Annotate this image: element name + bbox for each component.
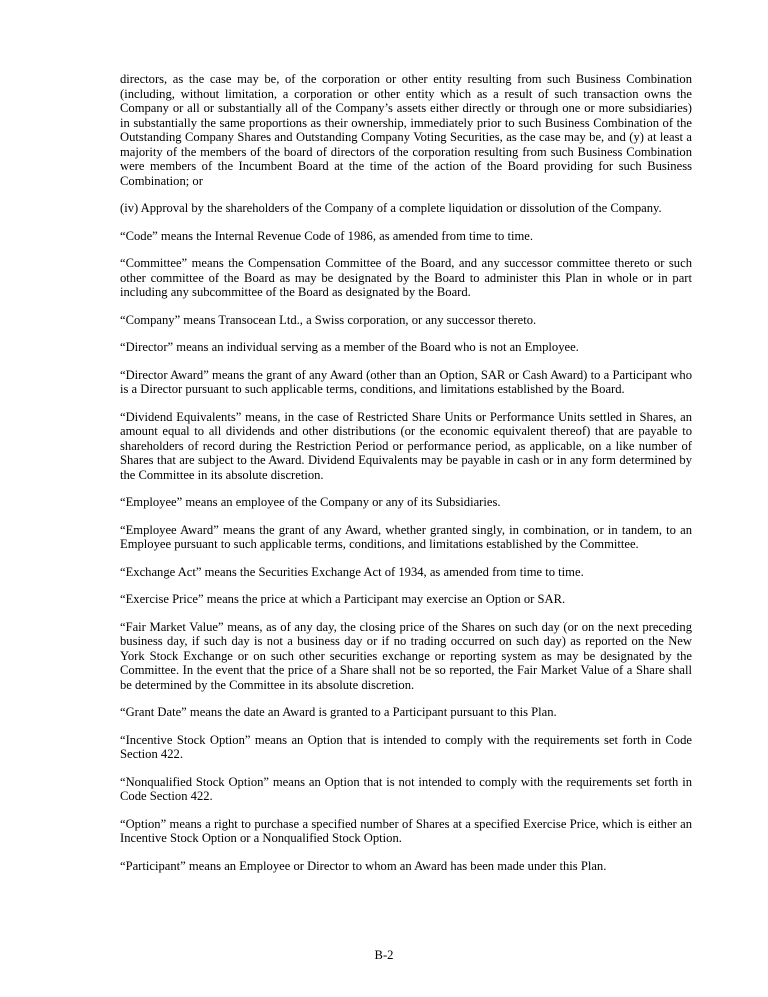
definition-exchange-act: “Exchange Act” means the Securities Exchange Act of 1934, as amended from time to time. (120, 564, 584, 579)
definition-code: “Code” means the Internal Revenue Code of 1986, as amended from time to time. (120, 228, 534, 243)
definition-employee: “Employee” means an employee of the Company or any of its Subsidiaries. (120, 495, 501, 509)
definition-exercise-price: “Exercise Price” means the price at which a Participant may exercise an Option or SAR. (120, 592, 566, 606)
paragraph-liquidation-approval: (iv) Approval by the shareholders of the Company of a complete liquidation or dissolution of the Company. (120, 201, 662, 215)
definition-director-award: “Director Award” means the grant of any Award (other than an Option, SAR or Cash Award) to a Participant who is a Director pursuant to such applicable terms, conditions, and limitations established by the Board. (120, 367, 692, 396)
definition-director: “Director” means an individual serving as a member of the Board who is not an Employee. (120, 340, 579, 354)
definition-committee: “Committee” means the Compensation Committee of the Board, and any successor committee thereto or such other committee of the Board as may be designated by the Board to administer this Plan in whole or in part including any subcommittee of the Board as designated by the Board. (120, 256, 692, 299)
definition-company: “Company” means Transocean Ltd., a Swiss corporation, or any successor thereto. (120, 312, 537, 327)
definition-participant: “Participant” means an Employee or Director to whom an Award has been made under this Plan. (120, 858, 607, 873)
definition-employee-award: “Employee Award” means the grant of any Award, whether granted singly, in combination, or in tandem, to an Employee pursuant to such applicable terms, conditions, and limitations established by the Committee. (120, 522, 692, 551)
definition-dividend-equivalents: “Dividend Equivalents” means, in the case of Restricted Share Units or Performance Units settled in Shares, an amount equal to all dividends and other distributions (or the economic equivalent thereof) that are payable to shareholders of record during the Restriction Period or performance period, as applicable, on a like number of Shares that are subject to the Award. Dividend Equivalents may be payable in cash or in any form determined by the Committee in its absolute discretion. (120, 409, 692, 482)
paragraph-business-combination-continuation: directors, as the case may be, of the corporation or other entity resulting from such Business Combination (including, without limitation, a corporation or other entity which as a result of such transaction owns the Company or all or substantially all of the Company’s assets either directly or through one or more subsidiaries) in substantially the same proportions as their ownership, immediately prior to such Business Combination of the Outstanding Company Shares and Outstanding Company Voting Securities, as the case may be, and (y) at least a majority of the members of the board of directors of the corporation resulting from such Business Combination were members of the Incumbent Board at the time of the action of the Board providing for such Business Combination; or (120, 72, 692, 188)
definition-grant-date: “Grant Date” means the date an Award is granted to a Participant pursuant to this Plan. (120, 705, 557, 719)
definition-incentive-stock-option: “Incentive Stock Option” means an Option that is intended to comply with the requirements set forth in Code Section 422. (120, 732, 692, 761)
page-number: B-2 (374, 948, 394, 962)
definition-fair-market-value: “Fair Market Value” means, as of any day, the closing price of the Shares on such day (or on the next preceding business day, if such day is not a business day or if no trading occurred on such day) as reported on the New York Stock Exchange or on such other securities exchange or reporting system as may be designated by the Committee. In the event that the price of a Share shall not be so reported, the Fair Market Value of a Share shall be determined by the Committee in its absolute discretion. (120, 619, 692, 692)
definition-nonqualified-stock-option: “Nonqualified Stock Option” means an Option that is not intended to comply with the requirements set forth in Code Section 422. (120, 774, 692, 803)
definition-option: “Option” means a right to purchase a specified number of Shares at a specified Exercise Price, which is either an Incentive Stock Option or a Nonqualified Stock Option. (120, 816, 692, 845)
document-body (120, 72, 692, 886)
